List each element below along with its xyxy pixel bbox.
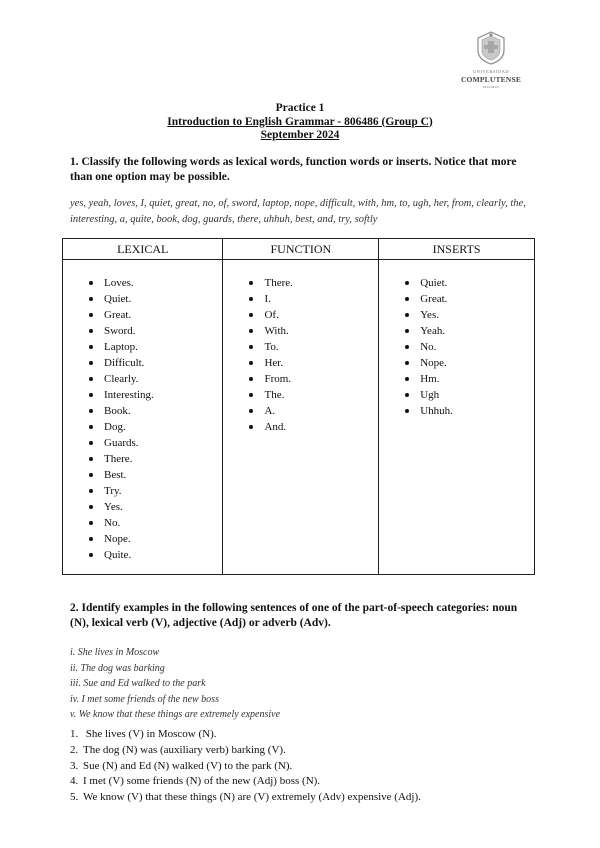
- lexical-word: [89, 499, 222, 515]
- bullet-icon: [89, 553, 93, 557]
- insert-word-text: Uhhuh.: [420, 405, 453, 417]
- lexical-column: [63, 260, 223, 575]
- insert-word: [405, 339, 534, 355]
- lexical-word: [89, 275, 222, 291]
- bullet-icon: [89, 345, 93, 349]
- question-2-text: 2. Identify examples in the following sentences of one of the part-of-speech categories: noun (N), lexical verb (V), adjective (Adj) or adverb (Adv).: [70, 602, 518, 629]
- university-logo: [455, 30, 527, 89]
- bullet-icon: [249, 297, 253, 301]
- bullet-icon: [89, 409, 93, 413]
- insert-word: [405, 323, 534, 339]
- insert-word: [405, 403, 534, 419]
- insert-word: [405, 307, 534, 323]
- answer-number: 5.: [70, 791, 79, 804]
- header-inserts: INSERTS: [379, 239, 535, 260]
- answer-text: We know (V) that these things (N) are (V) extremely (Adv) expensive (Adj).: [83, 791, 421, 804]
- function-word-text: And.: [264, 421, 287, 433]
- lexical-word: [89, 531, 222, 547]
- lexical-word: [89, 355, 222, 371]
- insert-word-text: Quiet.: [420, 277, 448, 289]
- bullet-icon: [89, 441, 93, 445]
- answer-number: 1.: [70, 728, 79, 740]
- bullet-icon: [249, 425, 253, 429]
- insert-word: [405, 275, 534, 291]
- insert-word: [405, 387, 534, 403]
- document-header: [0, 102, 600, 143]
- lexical-word-text: There.: [104, 453, 133, 465]
- bullet-icon: [89, 393, 93, 397]
- bullet-icon: [89, 361, 93, 365]
- bullet-icon: [405, 329, 409, 333]
- function-word: [249, 371, 378, 387]
- lexical-word: [89, 387, 222, 403]
- header-function: FUNCTION: [223, 239, 379, 260]
- inserts-column: [379, 260, 535, 575]
- example-sentence: v. We know that these things are extremely expensive: [70, 709, 281, 720]
- question-2-examples: [70, 645, 532, 723]
- lexical-word-text: No.: [104, 517, 121, 529]
- bullet-icon: [89, 313, 93, 317]
- lexical-word-text: Try.: [104, 485, 122, 497]
- lexical-word: [89, 291, 222, 307]
- function-word: [249, 403, 378, 419]
- function-word: [249, 339, 378, 355]
- example-sentence: i. She lives in Moscow: [70, 647, 160, 658]
- lexical-word-list: [63, 275, 222, 563]
- lexical-word-text: Great.: [104, 309, 132, 321]
- insert-word: [405, 371, 534, 387]
- bullet-icon: [89, 521, 93, 525]
- insert-word-text: Great.: [420, 293, 448, 305]
- insert-word-text: Nope.: [420, 357, 447, 369]
- bullet-icon: [405, 281, 409, 285]
- answer-number: 4.: [70, 775, 79, 788]
- insert-word-text: Ugh: [420, 389, 440, 401]
- lexical-word-text: Dog.: [104, 421, 126, 433]
- lexical-word: [89, 371, 222, 387]
- lexical-word-text: Laptop.: [104, 341, 138, 353]
- function-word: [249, 323, 378, 339]
- answer-line: [70, 774, 540, 790]
- answer-line: [70, 790, 540, 806]
- insert-word: [405, 291, 534, 307]
- bullet-icon: [249, 281, 253, 285]
- bullet-icon: [249, 409, 253, 413]
- function-word-text: The.: [264, 389, 285, 401]
- lexical-word: [89, 323, 222, 339]
- lexical-word: [89, 307, 222, 323]
- function-word-text: There.: [264, 277, 293, 289]
- bullet-icon: [89, 281, 93, 285]
- answer-text: I met (V) some friends (N) of the new (Adj) boss (N).: [83, 775, 321, 788]
- crest-icon: [474, 30, 508, 66]
- lexical-word-text: Interesting.: [104, 389, 154, 401]
- question-1-word-list: yes, yeah, loves, I, quiet, great, no, of, sword, laptop, nope, difficult, with, hm, to, ugh, her, from, clearly, the, interesting, a, quite, book, dog, guards, there, uhhuh, best, and, try, softly: [70, 198, 526, 225]
- bullet-icon: [89, 505, 93, 509]
- insert-word-text: No.: [420, 341, 437, 353]
- lexical-word-text: Clearly.: [104, 373, 139, 385]
- insert-word-text: Yes.: [420, 309, 439, 321]
- bullet-icon: [249, 393, 253, 397]
- answer-text: Sue (N) and Ed (N) walked (V) to the park (N).: [83, 759, 293, 772]
- lexical-word-text: Book.: [104, 405, 131, 417]
- function-word-text: From.: [264, 373, 292, 385]
- bullet-icon: [89, 377, 93, 381]
- answer-text: She lives (V) in Moscow (N).: [83, 728, 217, 740]
- lexical-word-text: Quiet.: [104, 293, 132, 305]
- lexical-word-text: Loves.: [104, 277, 134, 289]
- lexical-word: [89, 403, 222, 419]
- function-word-text: With.: [264, 325, 289, 337]
- example-sentence: ii. The dog was barking: [70, 662, 165, 674]
- example-sentence: iv. I met some friends of the new boss: [70, 693, 219, 705]
- lexical-word-text: Difficult.: [104, 357, 145, 369]
- answer-number: 3.: [70, 759, 79, 772]
- example-sentence: iii. Sue and Ed walked to the park: [70, 678, 206, 689]
- lexical-word: [89, 451, 222, 467]
- lexical-word: [89, 339, 222, 355]
- answer-line: [70, 743, 540, 759]
- bullet-icon: [89, 297, 93, 301]
- lexical-word: [89, 419, 222, 435]
- function-word-text: A.: [264, 405, 276, 417]
- insert-word-text: Hm.: [420, 373, 440, 385]
- answer-line: [70, 759, 540, 775]
- lexical-word-text: Quite.: [104, 549, 132, 561]
- question-2-answers: [70, 727, 540, 806]
- bullet-icon: [405, 377, 409, 381]
- function-word: [249, 307, 378, 323]
- function-word-text: Of.: [264, 309, 279, 321]
- function-word: [249, 419, 378, 435]
- bullet-icon: [89, 425, 93, 429]
- bullet-icon: [249, 377, 253, 381]
- function-word: [249, 291, 378, 307]
- answer-text: The dog (N) was (auxiliary verb) barking (V).: [83, 743, 286, 756]
- bullet-icon: [405, 393, 409, 397]
- function-word-text: I.: [264, 293, 271, 305]
- course-title: Introduction to English Grammar - 806486 (Group C): [167, 115, 433, 128]
- function-word-list: [223, 275, 378, 435]
- lexical-word-text: Sword.: [104, 325, 136, 337]
- bullet-icon: [405, 361, 409, 365]
- function-word-text: Her.: [264, 357, 284, 369]
- question-1-text: 1. Classify the following words as lexical words, function words or inserts. Notice that more than one option may be possible.: [70, 156, 517, 183]
- bullet-icon: [249, 361, 253, 365]
- bullet-icon: [89, 329, 93, 333]
- bullet-icon: [89, 537, 93, 541]
- insert-word-text: Yeah.: [420, 325, 446, 337]
- function-word: [249, 387, 378, 403]
- bullet-icon: [249, 345, 253, 349]
- function-word-text: To.: [264, 341, 279, 353]
- bullet-icon: [405, 345, 409, 349]
- bullet-icon: [249, 313, 253, 317]
- bullet-icon: [405, 297, 409, 301]
- practice-title: Practice 1: [275, 102, 325, 114]
- bullet-icon: [89, 473, 93, 477]
- lexical-word-text: Best.: [104, 469, 127, 481]
- function-word: [249, 355, 378, 371]
- insert-word-list: [379, 275, 534, 419]
- function-word: [249, 275, 378, 291]
- bullet-icon: [405, 313, 409, 317]
- answer-line: [70, 727, 540, 743]
- lexical-word: [89, 435, 222, 451]
- bullet-icon: [249, 329, 253, 333]
- classification-table: [62, 238, 535, 575]
- lexical-word: [89, 547, 222, 563]
- lexical-word: [89, 483, 222, 499]
- function-column: [223, 260, 379, 575]
- logo-line-universidad: UNIVERSIDAD: [472, 69, 510, 74]
- bullet-icon: [89, 489, 93, 493]
- logo-line-madrid: MADRID: [482, 85, 500, 89]
- lexical-word-text: Guards.: [104, 437, 139, 449]
- lexical-word: [89, 467, 222, 483]
- lexical-word-text: Nope.: [104, 533, 131, 545]
- lexical-word-text: Yes.: [104, 501, 123, 513]
- bullet-icon: [89, 457, 93, 461]
- header-lexical: LEXICAL: [63, 239, 223, 260]
- bullet-icon: [405, 409, 409, 413]
- practice-date: September 2024: [260, 129, 340, 141]
- logo-line-complutense: COMPLUTENSE: [460, 75, 522, 84]
- lexical-word: [89, 515, 222, 531]
- answer-number: 2.: [70, 743, 79, 756]
- insert-word: [405, 355, 534, 371]
